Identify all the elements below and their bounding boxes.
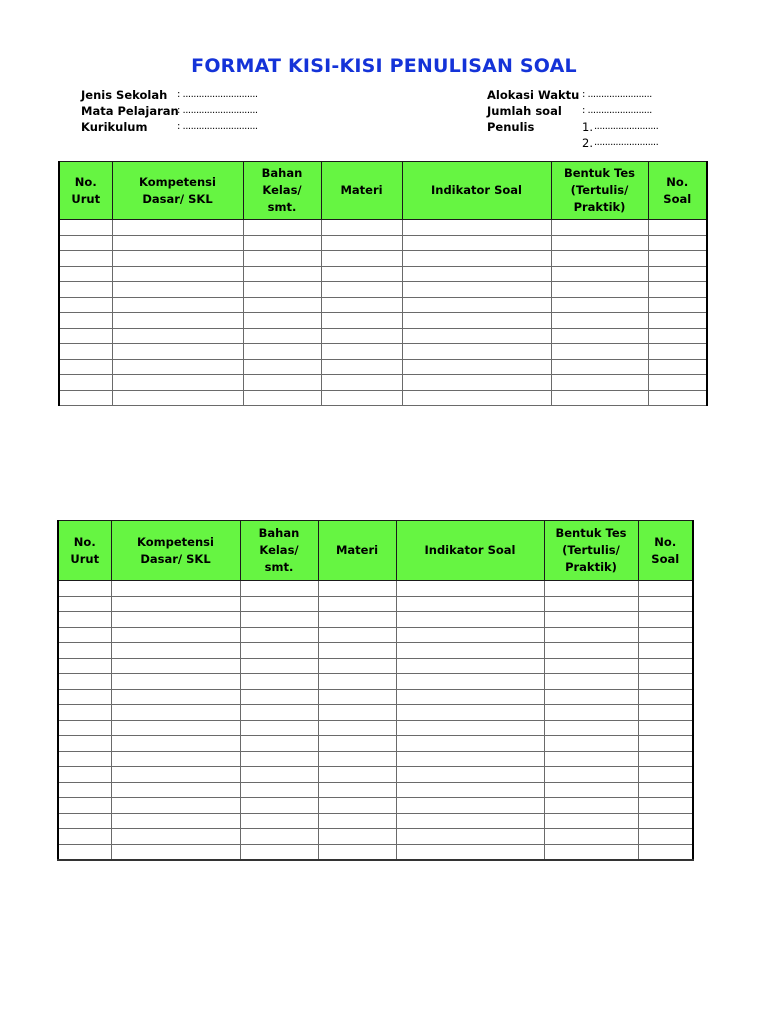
- header-indikator-soal: Indikator Soal: [402, 162, 551, 220]
- table-cell-bahan-kelas[interactable]: [240, 658, 318, 674]
- table-header-row: [58, 521, 693, 581]
- table-cell-bahan-kelas[interactable]: [243, 235, 321, 251]
- table-cell-no-soal[interactable]: [638, 627, 693, 643]
- table-cell-bentuk-tes[interactable]: [551, 282, 648, 298]
- table-cell-no-soal[interactable]: [638, 844, 693, 860]
- table-row: [59, 220, 707, 236]
- table-cell-bentuk-tes[interactable]: [551, 297, 648, 313]
- table-cell-bahan-kelas[interactable]: [243, 313, 321, 329]
- table-cell-indikator-soal[interactable]: [402, 328, 551, 344]
- table-cell-bentuk-tes[interactable]: [544, 844, 638, 860]
- table-cell-indikator-soal[interactable]: [396, 627, 544, 643]
- table-cell-kompetensi[interactable]: [111, 596, 240, 612]
- table-cell-kompetensi[interactable]: [112, 297, 243, 313]
- table-row: [59, 375, 707, 391]
- table-cell-no-urut[interactable]: [59, 375, 112, 391]
- table-cell-no-soal[interactable]: [638, 581, 693, 597]
- meta-label: Jumlah soal: [487, 104, 562, 118]
- table-cell-no-urut[interactable]: [59, 297, 112, 313]
- table-row: [58, 612, 693, 628]
- table-cell-no-urut[interactable]: [58, 736, 111, 752]
- table-row: [58, 581, 693, 597]
- meta-row-alokasi-waktu: [487, 87, 658, 103]
- table-cell-materi[interactable]: [321, 359, 402, 375]
- meta-row-penulis-2: [487, 135, 658, 151]
- table-cell-bahan-kelas[interactable]: [240, 844, 318, 860]
- table-cell-indikator-soal[interactable]: [402, 313, 551, 329]
- table-cell-bentuk-tes[interactable]: [544, 813, 638, 829]
- meta-value: : ............................: [177, 121, 258, 132]
- table-cell-bentuk-tes[interactable]: [551, 266, 648, 282]
- table-cell-bahan-kelas[interactable]: [240, 581, 318, 597]
- table-row: [58, 689, 693, 705]
- table-cell-kompetensi[interactable]: [111, 689, 240, 705]
- table-cell-indikator-soal[interactable]: [396, 596, 544, 612]
- table-cell-indikator-soal[interactable]: [402, 251, 551, 267]
- table-cell-no-soal[interactable]: [638, 689, 693, 705]
- table-row: [58, 674, 693, 690]
- table-cell-kompetensi[interactable]: [111, 627, 240, 643]
- table-cell-no-soal[interactable]: [648, 390, 707, 406]
- table-cell-indikator-soal[interactable]: [396, 689, 544, 705]
- table-cell-bentuk-tes[interactable]: [544, 767, 638, 783]
- table-cell-no-urut[interactable]: [58, 689, 111, 705]
- table-header-row: [59, 162, 707, 220]
- table-row: [59, 282, 707, 298]
- header-no-urut: No. Urut: [58, 521, 111, 581]
- table-cell-no-urut[interactable]: [58, 627, 111, 643]
- table-cell-bahan-kelas[interactable]: [240, 813, 318, 829]
- table-row: [58, 705, 693, 721]
- table-cell-kompetensi[interactable]: [112, 344, 243, 360]
- table-cell-no-soal[interactable]: [638, 829, 693, 845]
- table-cell-no-soal[interactable]: [638, 643, 693, 659]
- table-cell-no-urut[interactable]: [58, 782, 111, 798]
- table-cell-no-urut[interactable]: [58, 705, 111, 721]
- table-cell-indikator-soal[interactable]: [402, 375, 551, 391]
- table-cell-no-urut[interactable]: [58, 658, 111, 674]
- kisi-table-1: [58, 161, 708, 406]
- table-cell-no-soal[interactable]: [638, 736, 693, 752]
- table-row: [58, 627, 693, 643]
- table-cell-kompetensi[interactable]: [111, 581, 240, 597]
- table-cell-no-soal[interactable]: [638, 658, 693, 674]
- table-row: [59, 235, 707, 251]
- table-cell-kompetensi[interactable]: [111, 643, 240, 659]
- table-cell-materi[interactable]: [321, 251, 402, 267]
- table-cell-no-soal[interactable]: [638, 813, 693, 829]
- table-cell-no-urut[interactable]: [59, 359, 112, 375]
- table-cell-no-soal[interactable]: [638, 767, 693, 783]
- table-row: [58, 736, 693, 752]
- table-cell-materi[interactable]: [318, 736, 396, 752]
- table-cell-bahan-kelas[interactable]: [243, 375, 321, 391]
- table-cell-no-soal[interactable]: [648, 235, 707, 251]
- table-cell-no-urut[interactable]: [58, 674, 111, 690]
- meta-row-mata-pelajaran: [81, 103, 258, 119]
- table-row: [59, 266, 707, 282]
- table-cell-bahan-kelas[interactable]: [240, 612, 318, 628]
- meta-value: : ............................: [177, 89, 258, 100]
- table-cell-materi[interactable]: [318, 689, 396, 705]
- table-row: [59, 297, 707, 313]
- table-cell-no-soal[interactable]: [638, 674, 693, 690]
- table-cell-no-urut[interactable]: [59, 251, 112, 267]
- table-cell-indikator-soal[interactable]: [396, 844, 544, 860]
- table-row: [58, 829, 693, 845]
- header-indikator-soal: Indikator Soal: [396, 521, 544, 581]
- table-cell-no-urut[interactable]: [59, 328, 112, 344]
- table-cell-kompetensi[interactable]: [112, 359, 243, 375]
- table-cell-no-soal[interactable]: [648, 251, 707, 267]
- table-cell-bentuk-tes[interactable]: [551, 328, 648, 344]
- table-cell-no-urut[interactable]: [58, 813, 111, 829]
- table-cell-bahan-kelas[interactable]: [243, 328, 321, 344]
- table-cell-no-urut[interactable]: [59, 344, 112, 360]
- table-cell-kompetensi[interactable]: [112, 282, 243, 298]
- table-cell-materi[interactable]: [318, 612, 396, 628]
- table-cell-materi[interactable]: [318, 829, 396, 845]
- meta-sub-number: 2.: [582, 136, 593, 150]
- table-cell-kompetensi[interactable]: [111, 720, 240, 736]
- meta-sub-number: 1.: [582, 120, 593, 134]
- table-cell-materi[interactable]: [321, 282, 402, 298]
- header-bahan-kelas: Bahan Kelas/ smt.: [240, 521, 318, 581]
- table-cell-indikator-soal[interactable]: [396, 829, 544, 845]
- table-cell-indikator-soal[interactable]: [396, 751, 544, 767]
- table-cell-kompetensi[interactable]: [112, 266, 243, 282]
- table-cell-indikator-soal[interactable]: [402, 220, 551, 236]
- header-materi: Materi: [321, 162, 402, 220]
- table-cell-no-soal[interactable]: [648, 313, 707, 329]
- table-cell-kompetensi[interactable]: [112, 390, 243, 406]
- table-cell-no-soal[interactable]: [648, 266, 707, 282]
- table-cell-materi[interactable]: [318, 674, 396, 690]
- table-cell-kompetensi[interactable]: [111, 736, 240, 752]
- table-cell-materi[interactable]: [318, 844, 396, 860]
- table-cell-materi[interactable]: [321, 328, 402, 344]
- table-row: [59, 390, 707, 406]
- table-cell-kompetensi[interactable]: [111, 751, 240, 767]
- table-cell-indikator-soal[interactable]: [396, 767, 544, 783]
- table-cell-bentuk-tes[interactable]: [551, 359, 648, 375]
- header-materi: Materi: [318, 521, 396, 581]
- table-cell-indikator-soal[interactable]: [402, 390, 551, 406]
- table-cell-kompetensi[interactable]: [111, 798, 240, 814]
- table-cell-bahan-kelas[interactable]: [243, 297, 321, 313]
- table-cell-materi[interactable]: [318, 658, 396, 674]
- table-cell-bahan-kelas[interactable]: [240, 627, 318, 643]
- table-row: [58, 658, 693, 674]
- header-bentuk-tes: Bentuk Tes (Tertulis/ Praktik): [544, 521, 638, 581]
- table-cell-kompetensi[interactable]: [111, 767, 240, 783]
- meta-label: Jenis Sekolah: [81, 88, 168, 102]
- table-cell-kompetensi[interactable]: [112, 235, 243, 251]
- header-no-urut: No. Urut: [59, 162, 112, 220]
- header-bahan-kelas: Bahan Kelas/ smt.: [243, 162, 321, 220]
- table-cell-indikator-soal[interactable]: [402, 297, 551, 313]
- table-cell-no-urut[interactable]: [58, 596, 111, 612]
- table-cell-no-urut[interactable]: [59, 313, 112, 329]
- table-cell-kompetensi[interactable]: [112, 328, 243, 344]
- table-cell-bentuk-tes[interactable]: [544, 643, 638, 659]
- header-no-soal: No. Soal: [648, 162, 707, 220]
- table-cell-materi[interactable]: [321, 344, 402, 360]
- table-cell-bahan-kelas[interactable]: [243, 344, 321, 360]
- meta-value: : ........................: [582, 105, 652, 116]
- table-cell-indikator-soal[interactable]: [396, 720, 544, 736]
- meta-left: [81, 87, 258, 135]
- table-cell-bahan-kelas[interactable]: [240, 720, 318, 736]
- table-cell-bentuk-tes[interactable]: [544, 829, 638, 845]
- table-cell-no-urut[interactable]: [58, 751, 111, 767]
- table-cell-indikator-soal[interactable]: [396, 658, 544, 674]
- table-cell-no-urut[interactable]: [58, 581, 111, 597]
- table-cell-indikator-soal[interactable]: [396, 612, 544, 628]
- table-cell-materi[interactable]: [318, 813, 396, 829]
- table-cell-bentuk-tes[interactable]: [551, 220, 648, 236]
- table-cell-no-soal[interactable]: [648, 328, 707, 344]
- table-cell-bahan-kelas[interactable]: [243, 220, 321, 236]
- table-cell-bentuk-tes[interactable]: [544, 581, 638, 597]
- table-cell-materi[interactable]: [321, 375, 402, 391]
- table-cell-bentuk-tes[interactable]: [551, 344, 648, 360]
- kisi-table-2: [57, 520, 694, 861]
- table-cell-bentuk-tes[interactable]: [544, 612, 638, 628]
- table-cell-indikator-soal[interactable]: [396, 705, 544, 721]
- table-cell-no-urut[interactable]: [59, 390, 112, 406]
- table-cell-no-urut[interactable]: [59, 266, 112, 282]
- table-cell-no-soal[interactable]: [638, 705, 693, 721]
- table-cell-no-urut[interactable]: [58, 844, 111, 860]
- table-cell-kompetensi[interactable]: [111, 813, 240, 829]
- table-cell-materi[interactable]: [321, 235, 402, 251]
- table-cell-indikator-soal[interactable]: [402, 344, 551, 360]
- table-cell-bentuk-tes[interactable]: [544, 627, 638, 643]
- table-cell-indikator-soal[interactable]: [396, 643, 544, 659]
- table-cell-materi[interactable]: [321, 390, 402, 406]
- table-cell-no-soal[interactable]: [638, 751, 693, 767]
- table-cell-bentuk-tes[interactable]: [544, 736, 638, 752]
- meta-row-penulis-1: [487, 119, 658, 135]
- table-row: [59, 359, 707, 375]
- table-cell-indikator-soal[interactable]: [396, 581, 544, 597]
- table-cell-no-urut[interactable]: [58, 829, 111, 845]
- table-cell-bentuk-tes[interactable]: [551, 251, 648, 267]
- header-no-soal: No. Soal: [638, 521, 693, 581]
- table-cell-no-soal[interactable]: [648, 359, 707, 375]
- table-cell-indikator-soal[interactable]: [402, 359, 551, 375]
- meta-value: : ........................: [582, 89, 652, 100]
- table-cell-indikator-soal[interactable]: [396, 736, 544, 752]
- meta-row-jenis-sekolah: [81, 87, 258, 103]
- meta-label: [487, 135, 582, 151]
- table-cell-no-urut[interactable]: [58, 767, 111, 783]
- table-cell-no-soal[interactable]: [648, 375, 707, 391]
- table-cell-bahan-kelas[interactable]: [240, 674, 318, 690]
- meta-label: Alokasi Waktu: [487, 88, 580, 102]
- table-cell-bahan-kelas[interactable]: [240, 829, 318, 845]
- table-row: [58, 643, 693, 659]
- header-bentuk-tes: Bentuk Tes (Tertulis/ Praktik): [551, 162, 648, 220]
- table-cell-no-urut[interactable]: [58, 612, 111, 628]
- table-cell-materi[interactable]: [318, 705, 396, 721]
- table-cell-kompetensi[interactable]: [111, 829, 240, 845]
- meta-label: Mata Pelajaran: [81, 104, 179, 118]
- table-row: [59, 344, 707, 360]
- table-row: [58, 798, 693, 814]
- table-cell-bahan-kelas[interactable]: [243, 390, 321, 406]
- table-cell-no-soal[interactable]: [648, 282, 707, 298]
- table-cell-materi[interactable]: [318, 581, 396, 597]
- table-cell-materi[interactable]: [321, 313, 402, 329]
- table-cell-no-urut[interactable]: [59, 235, 112, 251]
- table-cell-kompetensi[interactable]: [111, 674, 240, 690]
- table-cell-kompetensi[interactable]: [111, 658, 240, 674]
- table-cell-bentuk-tes[interactable]: [544, 658, 638, 674]
- meta-label: Kurikulum: [81, 120, 148, 134]
- meta-value: ........................: [594, 137, 659, 148]
- table-cell-bentuk-tes[interactable]: [544, 720, 638, 736]
- table-cell-no-soal[interactable]: [638, 798, 693, 814]
- table-cell-materi[interactable]: [318, 720, 396, 736]
- table-cell-bentuk-tes[interactable]: [544, 798, 638, 814]
- table-row: [59, 251, 707, 267]
- table-row: [59, 328, 707, 344]
- page-title: FORMAT KISI-KISI PENULISAN SOAL: [191, 55, 577, 77]
- table-cell-no-soal[interactable]: [638, 720, 693, 736]
- meta-row-jumlah-soal: [487, 103, 658, 119]
- table-cell-no-soal[interactable]: [638, 782, 693, 798]
- table-cell-kompetensi[interactable]: [111, 782, 240, 798]
- table-row: [58, 782, 693, 798]
- table-cell-kompetensi[interactable]: [112, 313, 243, 329]
- table-cell-materi[interactable]: [321, 220, 402, 236]
- table-cell-kompetensi[interactable]: [112, 251, 243, 267]
- table-cell-materi[interactable]: [318, 643, 396, 659]
- meta-row-kurikulum: [81, 119, 258, 135]
- table-row: [58, 751, 693, 767]
- table-cell-bahan-kelas[interactable]: [243, 251, 321, 267]
- table-cell-materi[interactable]: [318, 596, 396, 612]
- table-cell-kompetensi[interactable]: [111, 844, 240, 860]
- table-cell-bentuk-tes[interactable]: [544, 782, 638, 798]
- table-cell-bentuk-tes[interactable]: [551, 235, 648, 251]
- table-cell-materi[interactable]: [318, 751, 396, 767]
- table-cell-materi[interactable]: [321, 266, 402, 282]
- table-cell-kompetensi[interactable]: [111, 612, 240, 628]
- table-cell-bentuk-tes[interactable]: [544, 596, 638, 612]
- table-row: [58, 813, 693, 829]
- table-row: [58, 596, 693, 612]
- meta-label: Penulis: [487, 120, 535, 134]
- table-cell-kompetensi[interactable]: [112, 220, 243, 236]
- table-row: [58, 720, 693, 736]
- table-cell-no-soal[interactable]: [648, 344, 707, 360]
- header-kompetensi: Kompetensi Dasar/ SKL: [111, 521, 240, 581]
- table-cell-indikator-soal[interactable]: [396, 813, 544, 829]
- table-cell-bentuk-tes[interactable]: [551, 375, 648, 391]
- table-cell-bentuk-tes[interactable]: [544, 689, 638, 705]
- table-cell-no-soal[interactable]: [638, 596, 693, 612]
- meta-value: ........................: [594, 121, 659, 132]
- table-cell-bahan-kelas[interactable]: [240, 798, 318, 814]
- table-cell-indikator-soal[interactable]: [402, 266, 551, 282]
- table-row: [58, 767, 693, 783]
- table-cell-bahan-kelas[interactable]: [240, 736, 318, 752]
- table-row: [59, 313, 707, 329]
- table-cell-bahan-kelas[interactable]: [240, 643, 318, 659]
- table-cell-no-soal[interactable]: [648, 220, 707, 236]
- table-cell-bahan-kelas[interactable]: [243, 282, 321, 298]
- table-cell-no-urut[interactable]: [58, 720, 111, 736]
- table-row: [58, 844, 693, 860]
- meta-value: : ............................: [177, 105, 258, 116]
- table-cell-materi[interactable]: [318, 798, 396, 814]
- table-cell-no-urut[interactable]: [59, 220, 112, 236]
- table-cell-kompetensi[interactable]: [112, 375, 243, 391]
- table-cell-bahan-kelas[interactable]: [240, 689, 318, 705]
- table-cell-indikator-soal[interactable]: [396, 798, 544, 814]
- table-cell-no-soal[interactable]: [648, 297, 707, 313]
- table-cell-bentuk-tes[interactable]: [544, 705, 638, 721]
- table-cell-indikator-soal[interactable]: [402, 282, 551, 298]
- table-cell-materi[interactable]: [318, 627, 396, 643]
- table-cell-indikator-soal[interactable]: [396, 782, 544, 798]
- table-cell-bentuk-tes[interactable]: [551, 390, 648, 406]
- meta-right: [487, 87, 658, 151]
- table-cell-materi[interactable]: [321, 297, 402, 313]
- table-cell-bahan-kelas[interactable]: [240, 782, 318, 798]
- table-cell-no-soal[interactable]: [638, 612, 693, 628]
- header-kompetensi: Kompetensi Dasar/ SKL: [112, 162, 243, 220]
- table-cell-kompetensi[interactable]: [111, 705, 240, 721]
- table-cell-bahan-kelas[interactable]: [240, 767, 318, 783]
- table-cell-indikator-soal[interactable]: [402, 235, 551, 251]
- table-cell-bentuk-tes[interactable]: [551, 313, 648, 329]
- table-cell-bahan-kelas[interactable]: [240, 751, 318, 767]
- table-cell-no-urut[interactable]: [58, 643, 111, 659]
- table-cell-no-urut[interactable]: [59, 282, 112, 298]
- table-cell-indikator-soal[interactable]: [396, 674, 544, 690]
- table-cell-bentuk-tes[interactable]: [544, 674, 638, 690]
- table-cell-bahan-kelas[interactable]: [243, 359, 321, 375]
- table-cell-bahan-kelas[interactable]: [240, 705, 318, 721]
- table-cell-no-urut[interactable]: [58, 798, 111, 814]
- table-cell-bahan-kelas[interactable]: [243, 266, 321, 282]
- table-cell-bentuk-tes[interactable]: [544, 751, 638, 767]
- table-cell-materi[interactable]: [318, 767, 396, 783]
- table-cell-bahan-kelas[interactable]: [240, 596, 318, 612]
- table-cell-materi[interactable]: [318, 782, 396, 798]
